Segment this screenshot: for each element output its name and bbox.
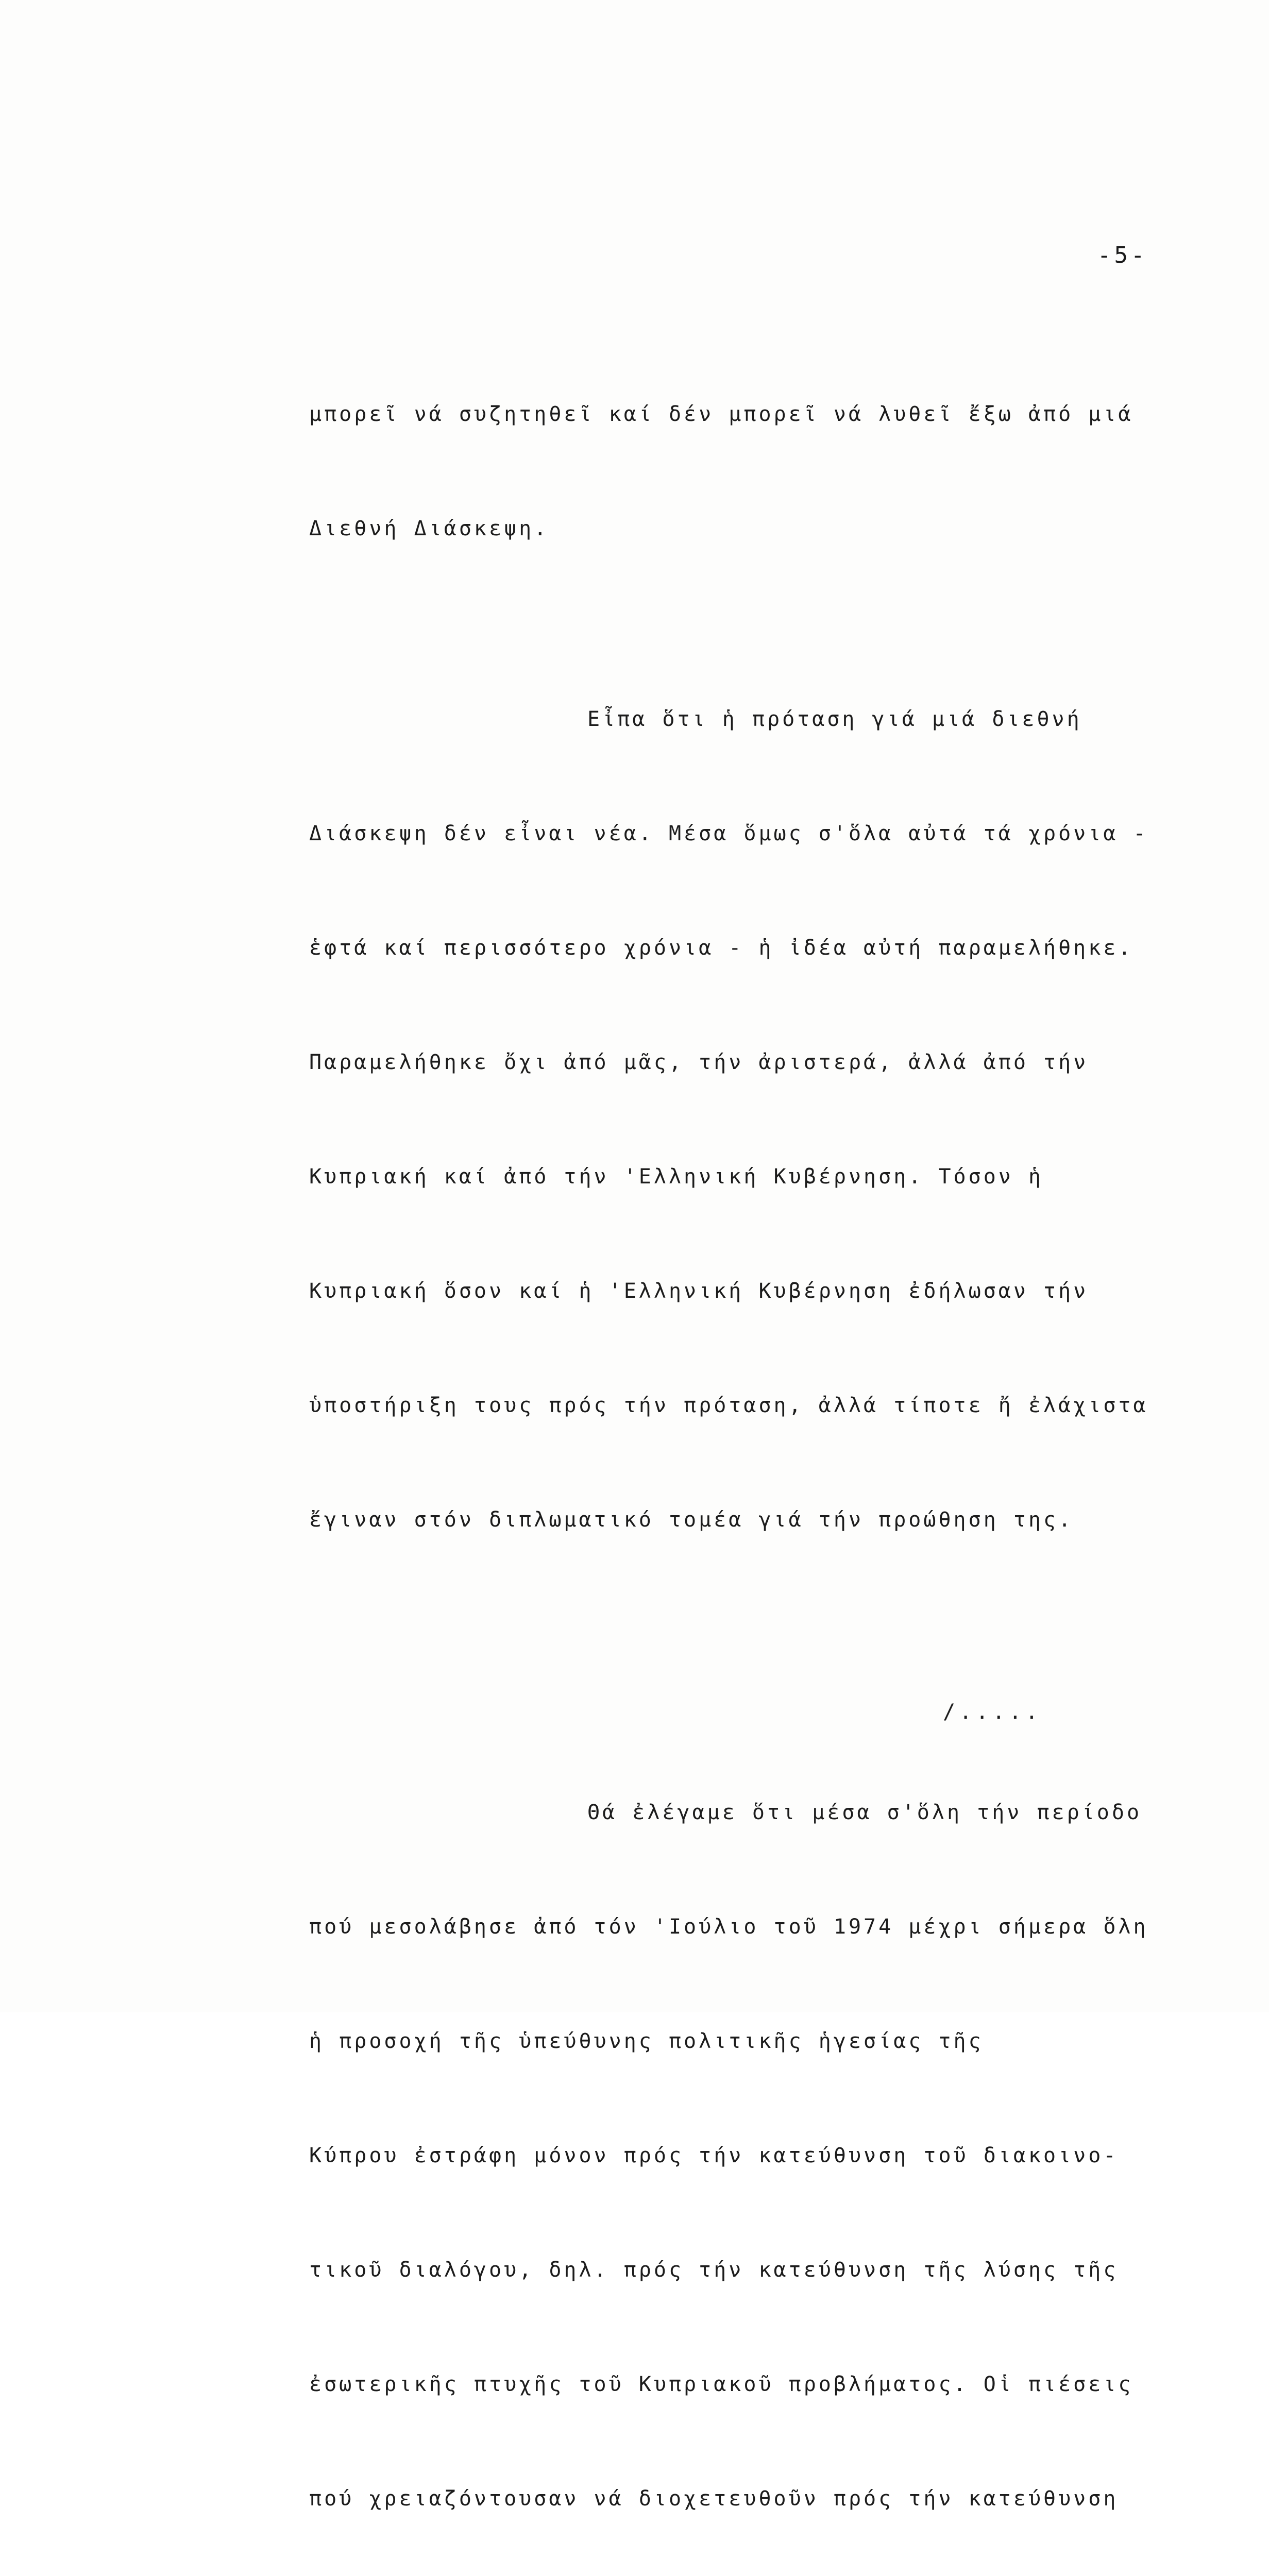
body-text xyxy=(309,281,1237,2576)
text-line: Κύπρου ἐστράφη μόνον πρός τήν κατεύθυνση τοῦ διακοινο- xyxy=(309,2144,1119,2167)
page-number: -5- xyxy=(1097,242,1148,268)
text-line: πού μεσολάβησε ἀπό τόν 'Ιούλιο τοῦ 1974 μέχρι σήμερα ὅλη xyxy=(309,1915,1148,1939)
text-line: Εἶπα ὅτι ἡ πρόταση γιά μιά διεθνή xyxy=(587,707,1082,731)
text-line: ὑποστήριξη τους πρός τήν πρόταση, ἀλλά τίποτε ἤ ἐλάχιστα xyxy=(309,1394,1148,1417)
text-line: μπορεῖ νά συζητηθεῖ καί δέν μπορεῖ νά λυθεῖ ἔξω ἀπό μιά xyxy=(309,402,1133,426)
text-line: Διεθνή Διάσκεψη. xyxy=(309,517,549,540)
text-line: ἡ προσοχή τῆς ὑπεύθυνης πολιτικῆς ἡγεσίας τῆς xyxy=(309,2029,984,2053)
continuation-mark: /..... xyxy=(943,1700,1042,1724)
text-line: Κυπριακή καί ἀπό τήν 'Ελληνική Κυβέρνηση. Τόσον ἡ xyxy=(309,1165,1044,1189)
text-line: ἔγιναν στόν διπλωματικό τομέα γιά τήν προώθηση της. xyxy=(309,1508,1074,1532)
text-line: Διάσκεψη δέν εἶναι νέα. Μέσα ὅμως σ'ὅλα αὐτά τά χρόνια - xyxy=(309,822,1148,845)
text-line: ἐσωτερικῆς πτυχῆς τοῦ Κυπριακοῦ προβλήματος. Οἱ πιέσεις xyxy=(309,2372,1133,2396)
text-line: τικοῦ διαλόγου, δηλ. πρός τήν κατεύθυνση τῆς λύσης τῆς xyxy=(309,2258,1119,2282)
text-line: Παραμελήθηκε ὄχι ἀπό μᾶς, τήν ἀριστερά, ἀλλά ἀπό τήν xyxy=(309,1050,1089,1074)
text-line: Κυπριακή ὅσον καί ἡ 'Ελληνική Κυβέρνηση ἐδήλωσαν τήν xyxy=(309,1279,1089,1303)
paragraph-gap xyxy=(309,1615,1237,1641)
text-line: πού χρειαζόντουσαν νά διοχετευθοῦν πρός τήν κατεύθυνση xyxy=(309,2487,1119,2511)
text-line: Θά ἐλέγαμε ὅτι μέσα σ'ὅλη τήν περίοδο xyxy=(587,1801,1142,1824)
text-line: ἑφτά καί περισσότερο χρόνια - ἡ ἰδέα αὐτή παραμελήθηκε. xyxy=(309,936,1133,960)
